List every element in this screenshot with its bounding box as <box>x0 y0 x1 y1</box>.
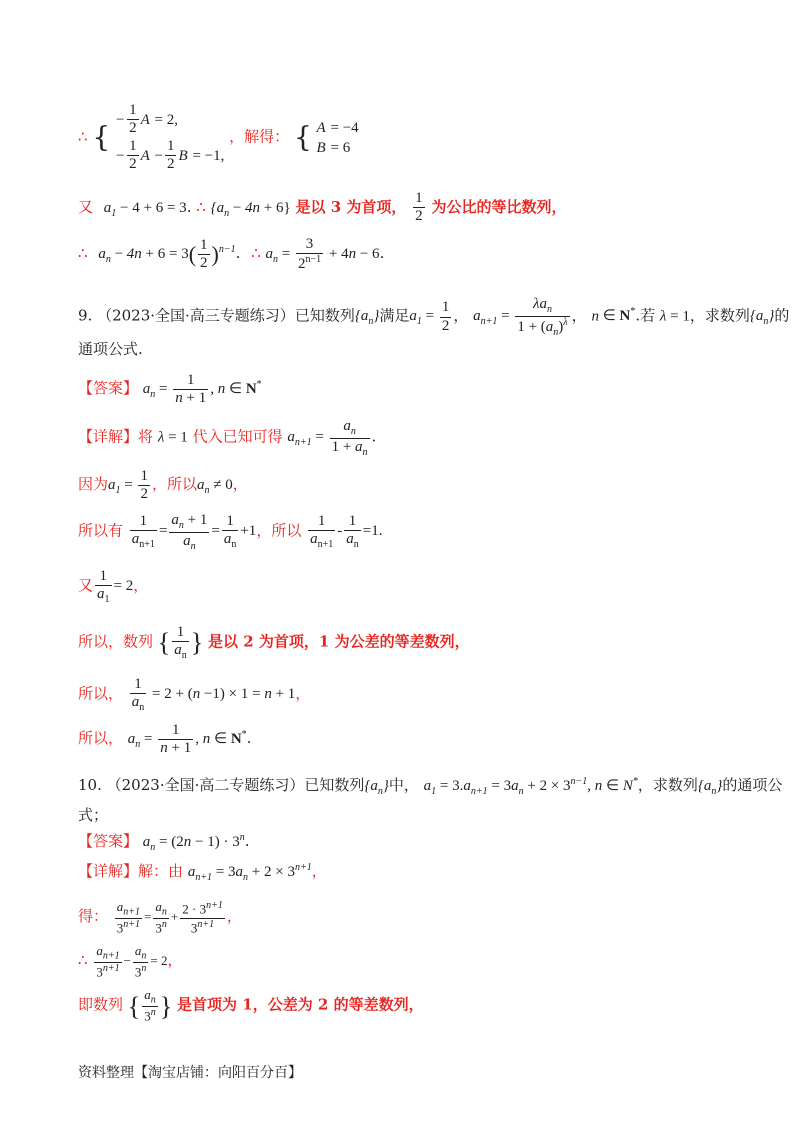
system-line: ∴ { − $\frac{1}{2}$ A = 2, − $\frac{1}{2}$ A − $\frac{1}{2}$ B = −1, ，解得： { A = −4 B = 6 <box>78 102 359 172</box>
ratio-text: 为公比的等比数列， <box>431 197 567 216</box>
solve-label: ，解得： <box>229 127 290 146</box>
q9-number: 9. <box>78 306 93 325</box>
q9-detail-7: 所以， $a_n$ = $\frac{1}{n + 1}$ , n ∈ N*. <box>78 722 252 757</box>
q9-detail-1: 【详解】将 λ = 1 代入已知可得 $a_{n+1}$ = $\frac{a_n}{1 + a_n}$ . <box>78 418 377 458</box>
q9-continued: 通项公式. <box>78 340 143 358</box>
question-10: 10. （2023·全国·高二专题练习）已知数列$\{a_n\}$中， $a_1 = 3.a_{n+1} = 3a_n + 2 \times 3^{n-1}$, n ∈ N*，求数列$\{a_n\}$的通项公 <box>78 776 783 797</box>
q10-continued: 式； <box>78 806 109 824</box>
q9-detail-4: 又 $\frac{1}{a_1}$ = 2， <box>78 568 149 606</box>
again-line: 又 $a_1 - 4 + 6 = 3$. ∴ $\{a_n - 4n + 6\}$ 是以 3 为首项， $\frac{1}{2}$ 为公比的等比数列， <box>78 190 567 225</box>
q9-detail-2: 因为$a_1$ = $\frac{1}{2}$ ，所以$a_n \ne 0$， <box>78 468 248 503</box>
therefore-symbol: ∴ <box>78 127 88 146</box>
q10-answer: 【答案】 $a_n = (2n - 1) \cdot 3^n$. <box>78 832 250 853</box>
q10-detail-3: ∴ $\frac{a_{n+1}}{3^{n+1}}$ − $\frac{a_n}{3^n}$ = 2， <box>78 943 183 980</box>
sequence-text: 是以 3 为首项， <box>295 197 407 216</box>
answer-label: 【答案】 <box>78 379 139 398</box>
q10-detail-4: 即数列 { $\frac{a_n}{3^n}$ } 是首项为 1，公差为 2 的等差数列， <box>78 987 424 1024</box>
solution-system: A = −4 B = 6 <box>316 119 359 156</box>
q9-source: （2023·全国·高三专题练习） <box>97 306 295 325</box>
question-9: 9. （2023·全国·高三专题练习）已知数列$\{a_n\}$满足$a_1$ = $\frac{1}{2}$ ， $a_{n+1}$ = $\frac{\lambda a_n}{1 + (a_n)^\lambda}$ ， n ∈ N*.若 λ = 1，求数列$\{a_n\}$的 <box>78 296 790 338</box>
q9-answer: 【答案】 $a_n$ = $\frac{1}{n + 1}$ , n ∈ N* <box>78 372 262 407</box>
footer-text: 资料整理【淘宝店铺：向阳百分百】 <box>78 1065 302 1081</box>
q9-detail-5: 所以，数列 { $\frac{1}{a_n}$ } 是以 2 为首项，1 为公差的等差数列， <box>78 624 470 662</box>
again-label: 又 <box>78 197 94 216</box>
q10-detail-2: 得： $\frac{a_{n+1}}{3^{n+1}}$ = $\frac{a_n}{3^n}$ + $\frac{2 \cdot 3^{n+1}}{3^{n+1}}$ ， <box>78 899 242 936</box>
equation-system: − $\frac{1}{2}$ A = 2, − $\frac{1}{2}$ A − $\frac{1}{2}$ B = −1, <box>114 102 225 172</box>
q10-detail-1: 【详解】解：由 $a_{n+1} = 3a_n + 2 \times 3^{n+1}$， <box>78 862 327 883</box>
q10-number: 10. <box>78 776 102 794</box>
general-formula-line: ∴ $a_n - 4n + 6 = 3$( $\frac{1}{2}$ )$^{n-1}$. ∴ $a_n$ = $\frac{3}{2^{n-1}}$ + 4n − 6. <box>78 236 385 273</box>
q9-detail-3: 所以有 $\frac{1}{a_{n+1}}$ = $\frac{a_n + 1}{a_n}$ = $\frac{1}{a_n}$ +1，所以 $\frac{1}{a_{n+1}}$ - $\frac{1}{a_n}$ =1. <box>78 512 383 552</box>
q9-detail-6: 所以， $\frac{1}{a_n}$ = 2 + (n −1) × 1 = n + 1， <box>78 676 311 714</box>
q10-source: （2023·全国·高二专题练习） <box>106 776 305 794</box>
detail-label: 【详解】 <box>78 427 139 446</box>
